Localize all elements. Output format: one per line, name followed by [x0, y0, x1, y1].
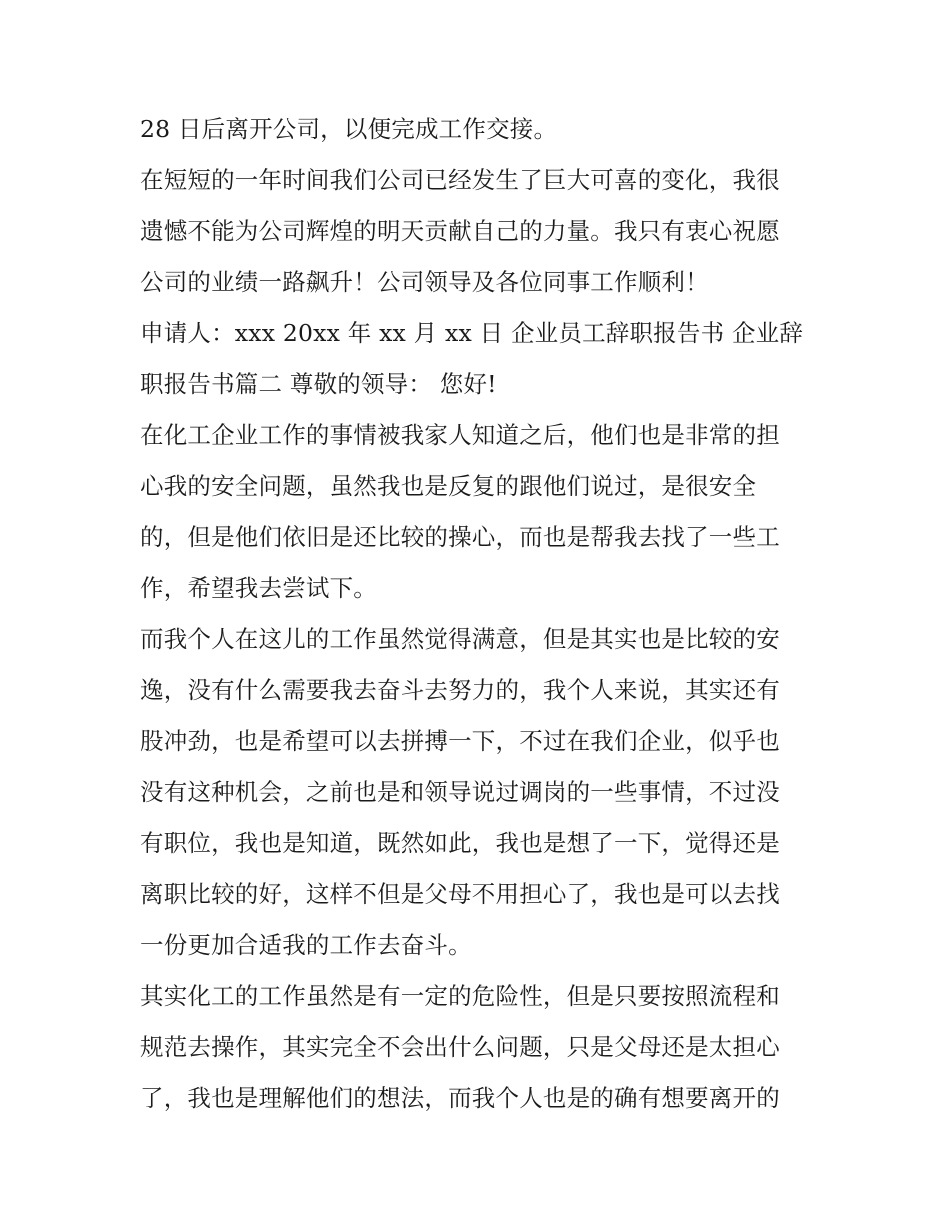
- text-line-8: 心我的安全问题，虽然我也是反复的跟他们说过，是很安全: [140, 472, 757, 500]
- text-line-9: 的，但是他们依旧是还比较的操心，而也是帮我去找了一些工: [140, 523, 780, 551]
- text-line-4: 公司的业绩一路飙升！公司领导及各位同事工作顺利！: [140, 268, 709, 296]
- text-line-14: 没有这种机会，之前也是和领导说过调岗的一些事情，不过没: [140, 778, 780, 806]
- text-line-5: 申请人：xxx 20xx 年 xx 月 xx 日 企业员工辞职报告书 企业辞: [140, 319, 804, 347]
- text-line-17: 一份更加合适我的工作去奋斗。: [140, 931, 472, 959]
- text-line-19: 规范去操作，其实完全不会出什么问题，只是父母还是太担心: [140, 1033, 780, 1061]
- text-line-2: 在短短的一年时间我们公司已经发生了巨大可喜的变化，我很: [140, 166, 780, 194]
- text-line-15: 有职位，我也是知道，既然如此，我也是想了一下，觉得还是: [140, 829, 780, 857]
- document-body: [140, 108, 830, 1128]
- text-line-7: 在化工企业工作的事情被我家人知道之后，他们也是非常的担: [140, 421, 780, 449]
- text-line-12: 逸，没有什么需要我去奋斗去努力的，我个人来说，其实还有: [140, 676, 780, 704]
- text-line-3: 遗憾不能为公司辉煌的明天贡献自己的力量。我只有衷心祝愿: [140, 217, 780, 245]
- text-line-11: 而我个人在这儿的工作虽然觉得满意，但是其实也是比较的安: [140, 625, 780, 653]
- text-line-20: 了，我也是理解他们的想法，而我个人也是的确有想要离开的: [140, 1084, 780, 1112]
- text-line-6: 职报告书篇二 尊敬的领导： 您好!: [140, 370, 497, 398]
- text-line-18: 其实化工的工作虽然是有一定的危险性，但是只要按照流程和: [140, 982, 780, 1010]
- text-line-13: 股冲劲，也是希望可以去拼搏一下，不过在我们企业，似乎也: [140, 727, 780, 755]
- text-line-10: 作，希望我去尝试下。: [140, 574, 377, 602]
- text-line-1: 28 日后离开公司，以便完成工作交接。: [140, 115, 558, 143]
- text-line-16: 离职比较的好，这样不但是父母不用担心了，我也是可以去找: [140, 880, 780, 908]
